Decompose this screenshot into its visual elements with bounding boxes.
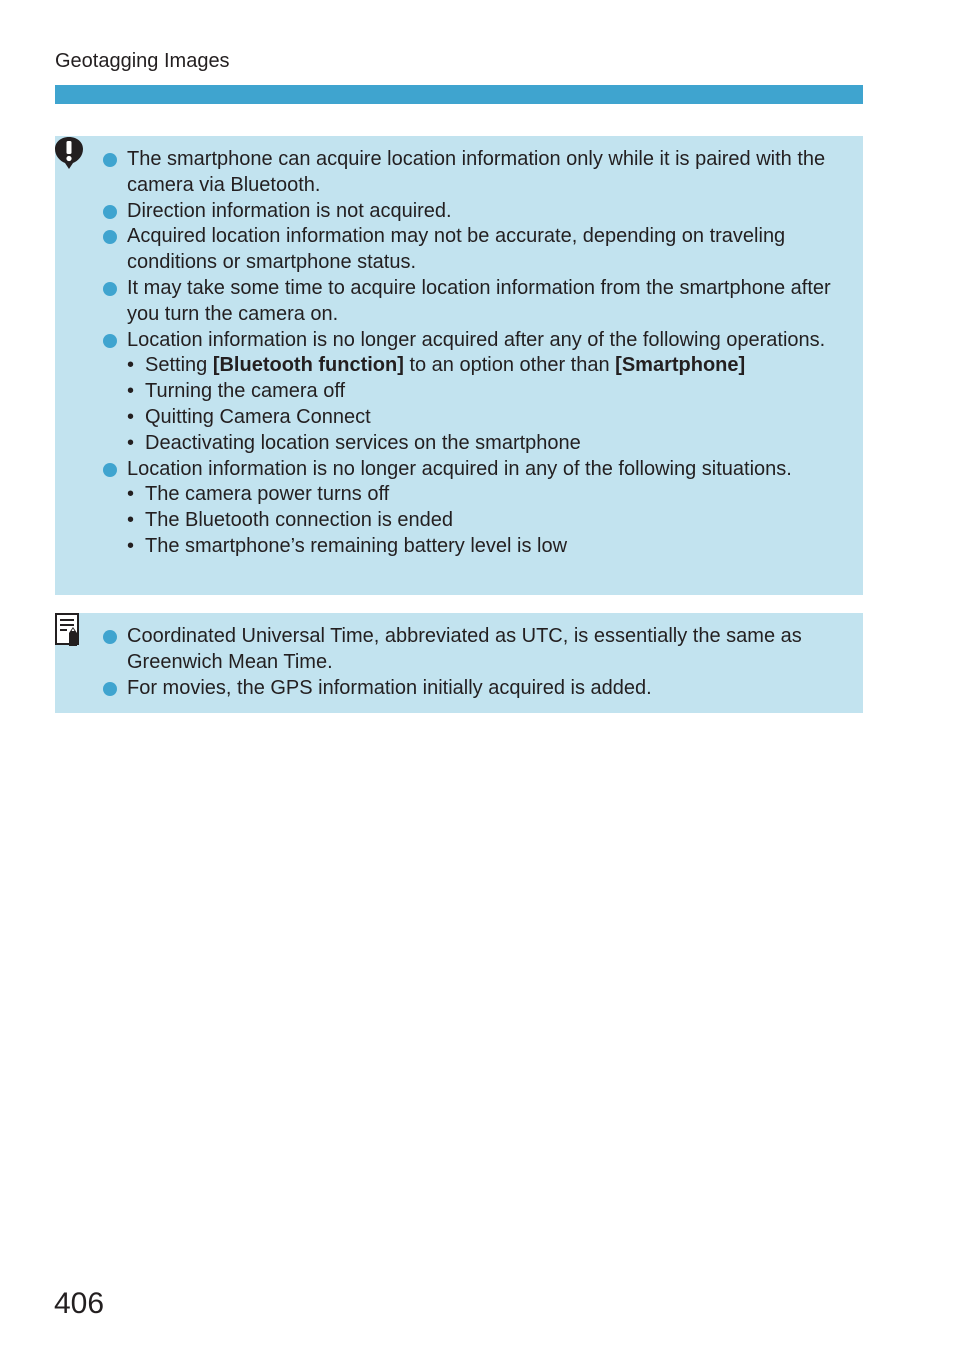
sublist-item [127, 482, 835, 508]
sublist-item-text: Quitting Camera Connect [145, 405, 371, 428]
situations-sublist [127, 482, 835, 559]
sub-bullet: • [127, 534, 135, 557]
note-item-text: For movies, the GPS information initially acquired is added. [127, 676, 652, 699]
operations-sublist [127, 353, 835, 456]
caution-item [127, 147, 863, 199]
sublist-item [127, 353, 835, 379]
note-box [55, 613, 863, 713]
caution-item-text: The smartphone can acquire location information only while it is paired with the camera via Bluetooth. [127, 148, 826, 196]
bullet-dot [103, 205, 117, 219]
sublist-item-text: The Bluetooth connection is ended [145, 509, 453, 532]
caution-item [127, 199, 863, 225]
caution-icon [55, 136, 83, 170]
caution-item-text: Location information is no longer acquired in any of the following situations. [127, 457, 792, 480]
bullet-dot [103, 463, 117, 477]
caution-box [55, 136, 863, 595]
sub-bullet: • [127, 431, 135, 454]
caution-item [127, 276, 863, 328]
caution-item-text: Acquired location information may not be accurate, depending on traveling conditions or smartphone status. [127, 225, 786, 274]
caution-item [127, 328, 863, 457]
caution-list [55, 147, 863, 560]
sublist-item-text: Deactivating location services on the smartphone [145, 431, 581, 454]
sublist-item-text: to an option other than [403, 354, 616, 377]
bullet-dot [103, 334, 117, 348]
menu-reference: [Smartphone] [615, 354, 746, 377]
section-title: Geotagging Images [55, 50, 230, 72]
bullet-dot [103, 153, 117, 167]
sublist-item-text: Turning the camera off [145, 380, 346, 403]
sublist-item [127, 534, 835, 560]
menu-reference: [Bluetooth function] [212, 354, 404, 377]
sub-bullet: • [127, 380, 135, 403]
sublist-item-text: The smartphone’s remaining battery level is low [145, 534, 568, 557]
bullet-dot [103, 282, 117, 296]
sublist-item-text: The camera power turns off [145, 483, 390, 506]
caution-item-text: It may take some time to acquire location information from the smartphone after you turn the camera on. [127, 276, 831, 325]
sublist-item [127, 405, 835, 431]
caution-item [127, 457, 863, 560]
sublist-item-text: Setting [145, 354, 213, 377]
sub-bullet: • [127, 509, 135, 532]
note-item [127, 676, 863, 702]
sublist-item [127, 508, 835, 534]
page-number: 406 [54, 1287, 105, 1320]
sub-bullet: • [127, 405, 135, 428]
bullet-dot [103, 682, 117, 696]
caution-item [127, 224, 863, 276]
bullet-dot [103, 230, 117, 244]
note-item-text: Coordinated Universal Time, abbreviated as UTC, is essentially the same as Greenwich Mean Time. [127, 625, 802, 673]
caution-item-text: Direction information is not acquired. [127, 199, 452, 222]
note-icon [55, 613, 83, 647]
sub-bullet: • [127, 354, 135, 377]
note-list [55, 624, 863, 701]
note-item [127, 624, 863, 676]
bullet-dot [103, 630, 117, 644]
sub-bullet: • [127, 483, 135, 506]
header-bar [55, 85, 863, 104]
sublist-item [127, 431, 835, 457]
sublist-item [127, 379, 835, 405]
caution-item-text: Location information is no longer acquired after any of the following operations. [127, 328, 826, 351]
